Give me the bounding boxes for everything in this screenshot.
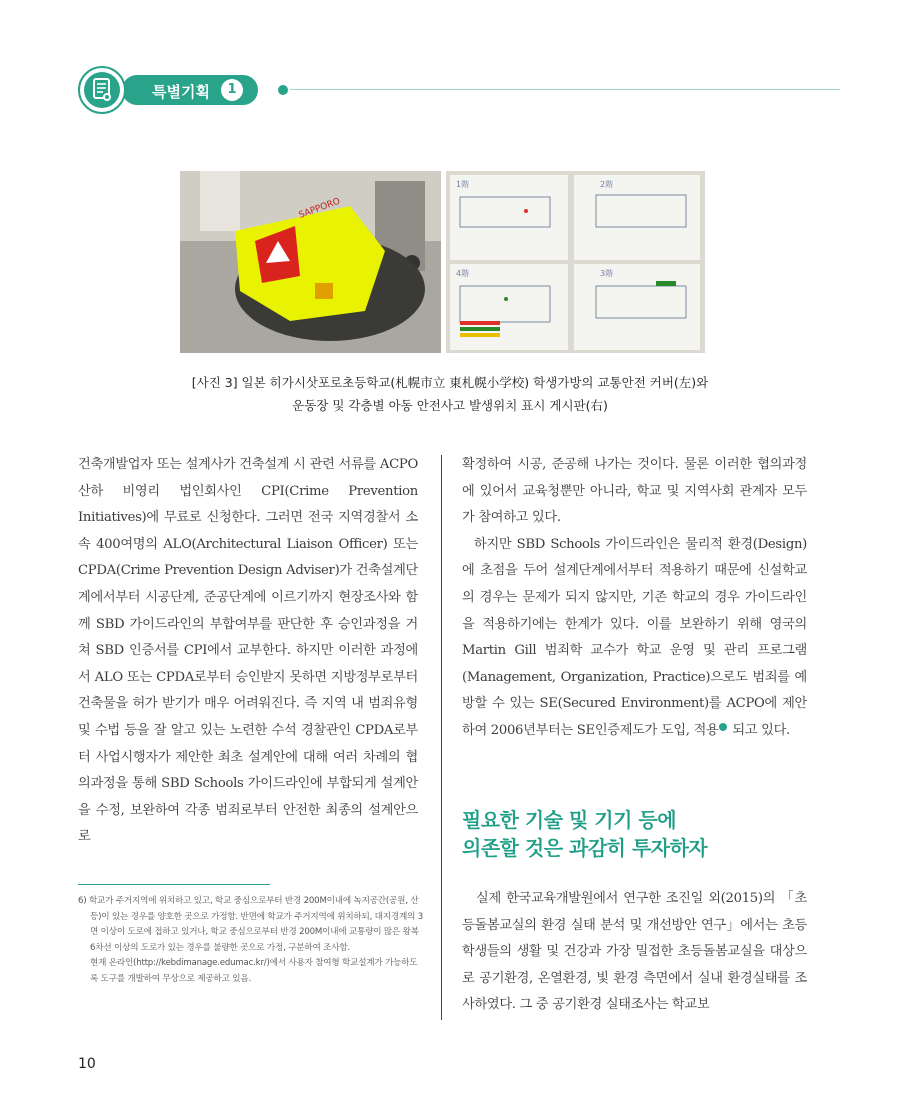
caption-line-2: 운동장 및 각층별 아동 안전사고 발생위치 표시 게시판(右) (292, 398, 608, 413)
right-column-lower (462, 886, 807, 1019)
footnote (78, 894, 423, 987)
caption-line-1: [사진 3] 일본 히가시삿포로초등학교(札幌市立 東札幌小学校) 학생가방의 교통안전 커버(左)와 (191, 375, 709, 390)
left-paragraph: 건축개발업자 또는 설계사가 건축설계 시 관련 서류를 ACPO 산하 비영리 법인회사인 CPI(Crime Prevention Initiatives)에 무료로 신청한다. 그러면 전국 지역경찰서 소속 400여명의 ALO(Architectural Liaison Officer) 또는 CPDA(Crime Prevention Design Adviser)가 건축설계단계에서부터 시공단계, 준공단계에 이르기까지 현장조사와 함께 SBD 가이드라인의 부합여부를 판단한 후 승인과정을 거쳐 SBD 인증서를 CPI에서 교부한다. 하지만 이러한 과정에서 ALO 또는 CPDA로부터 승인받지 못하면 지방정부로부터 건축물을 허가 받기가 매우 어려워진다. 즉 지역 내 범죄유형 및 수법 등을 잘 알고 있는 노련한 수석 경찰관인 CPDA로부터 사업시행자가 제안한 최초 설계안에 대해 여러 차례의 협의과정을 통해 SBD Schools 가이드라인에 부합되게 설계안을 수정, 보완하여 각종 범죄로부터 안전한 최종의 설계안으로 (78, 457, 418, 845)
section-number: 1 (221, 79, 243, 101)
board-label-4: 3階 (600, 269, 614, 278)
header-rule (290, 89, 840, 90)
header-dot (278, 85, 288, 95)
footnote-text-1: 6) 학교가 주거지역에 위치하고 있고, 학교 중심으로부터 반경 200M이내에 녹지공간(공원, 산 등)이 있는 경우를 양호한 곳으로 가정함. 반면에 학교가 주거지역에 위치하되, 대지경계의 3면 이상이 도로에 접하고 있거나, 학교 중심으로부터 반경 200M이내에 교통량이 많은 왕복 6차선 이상의 도로가 있는 경우를 불량한 곳으로 가정, 구분하여 조사함. (78, 896, 423, 953)
footnote-rule (78, 884, 270, 885)
page-number: 10 (78, 1056, 96, 1072)
section-header (78, 66, 838, 116)
right-paragraph-3: 실제 한국교육개발원에서 연구한 조진일 외(2015)의 「초등돌봄교실의 환경 실태 분석 및 개선방안 연구」에서는 초등학생들의 생활 및 건강과 가장 밀접한 초등돌봄교실을 대상으로 공기환경, 온열환경, 빛 환경 측면에서 실내 환경실태를 조사하였다. 그 중 공기환경 실태조사는 학교보 (462, 891, 807, 1013)
right-paragraph-1: 확정하여 시공, 준공해 나가는 것이다. 물론 이러한 협의과정에 있어서 교육청뿐만 아니라, 학교 및 지역사회 관계자 모두가 참여하고 있다. (462, 457, 807, 526)
section-heading (462, 806, 822, 862)
right-paragraph-2-tail: 되고 있다. (728, 722, 790, 738)
right-paragraph-2 (462, 532, 807, 745)
safety-notice-board-photo (446, 171, 705, 353)
footnote-text-2: 현재 온라인(http://kebdimanage.edumac.kr/)에서 사용자 참여형 학교설계가 가능하도록 도구를 개발하여 무상으로 제공하고 있음. (90, 958, 418, 984)
bag-cover-text: SAPPORO (297, 196, 342, 221)
board-label-3: 4階 (456, 269, 470, 278)
document-icon (88, 76, 116, 104)
right-paragraph-2-text: 하지만 SBD Schools 가이드라인은 물리적 환경(Design)에 초점을 두어 설계단계에서부터 적용하기 때문에 신설학교의 경우는 문제가 되지 않지만, 기존 학교의 경우 가이드라인을 적용하기에는 한계가 있다. 이를 보완하기 위해 영국의 Martin Gill 범죄학 교수가 학교 운영 및 관리 프로그램(Management, Organization, Practice)으로도 범죄를 예방할 수 있는 SE(Secured Environment)를 ACPO에 제안하여 2006년부터는 SE인증제도가 도입, 적용 (462, 536, 807, 738)
photo-caption (150, 371, 750, 417)
left-column (78, 452, 418, 851)
school-bag-cover-photo (180, 171, 441, 353)
footnote-marker-icon (719, 723, 727, 731)
heading-line-1: 필요한 기술 및 기기 등에 (462, 808, 677, 832)
column-divider (441, 455, 442, 1020)
board-label-1: 1階 (456, 180, 470, 189)
section-label: 특별기획 (152, 83, 210, 101)
heading-line-2: 의존할 것은 과감히 투자하자 (462, 836, 708, 860)
certificate-document-icon (78, 66, 126, 114)
board-label-2: 2階 (600, 180, 614, 189)
right-column (462, 452, 807, 745)
